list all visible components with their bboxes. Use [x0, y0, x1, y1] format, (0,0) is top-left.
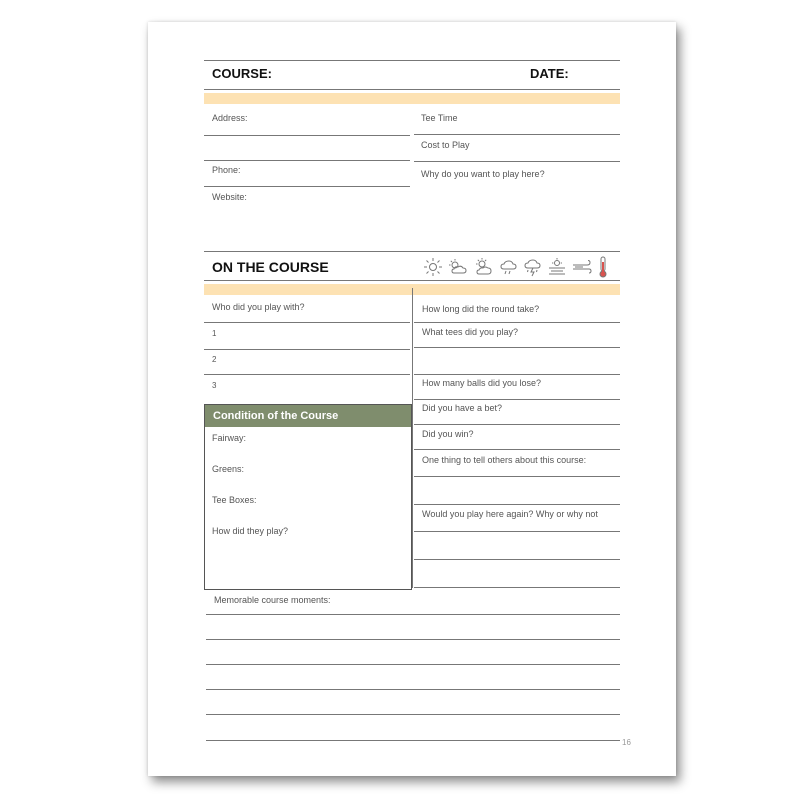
sun-cloud-icon[interactable] [473, 257, 495, 277]
win-line[interactable] [414, 449, 620, 450]
column-divider [412, 288, 413, 588]
wind-icon[interactable] [571, 257, 593, 277]
course-label: COURSE: [212, 66, 272, 81]
memorable-line-3[interactable] [206, 664, 620, 665]
course-section-title: ON THE COURSE [212, 259, 329, 275]
player-1-label: 1 [212, 329, 217, 338]
greens-label: Greens: [212, 464, 245, 474]
memorable-line-5[interactable] [206, 714, 620, 715]
storm-icon[interactable] [523, 257, 543, 277]
memorable-line-4[interactable] [206, 689, 620, 690]
tell-others-line-1[interactable] [414, 476, 620, 477]
tees-line-2[interactable] [414, 374, 620, 375]
play-again-line-1[interactable] [414, 531, 620, 532]
who-played-label: Who did you play with? [212, 302, 305, 312]
fog-icon[interactable] [547, 257, 567, 277]
player-2-line[interactable] [204, 374, 410, 375]
memorable-label: Memorable course moments: [214, 595, 331, 605]
partly-cloudy-icon[interactable] [447, 257, 469, 277]
player-2-label: 2 [212, 355, 217, 364]
journal-page [148, 22, 676, 776]
phone-label: Phone: [212, 165, 241, 175]
date-label: DATE: [530, 66, 569, 81]
weather-icons [423, 256, 609, 278]
course-section-top-rule [204, 251, 620, 252]
who-played-line[interactable] [204, 322, 410, 323]
thermometer-icon[interactable] [597, 256, 609, 278]
memorable-line-1[interactable] [206, 614, 620, 615]
balls-lost-line[interactable] [414, 399, 620, 400]
memorable-line-2[interactable] [206, 639, 620, 640]
header-band [204, 93, 620, 104]
rain-icon[interactable] [499, 257, 519, 277]
page-number: 16 [622, 738, 631, 747]
play-again-line-2[interactable] [414, 559, 620, 560]
cost-line[interactable] [414, 161, 620, 162]
tees-label: What tees did you play? [422, 327, 519, 337]
play-again-label: Would you play here again? Why or why not [422, 509, 598, 519]
tell-others-line-2[interactable] [414, 504, 620, 505]
address-line-1[interactable] [204, 135, 410, 136]
player-1-line[interactable] [204, 349, 410, 350]
tell-others-label: One thing to tell others about this course: [422, 455, 587, 465]
tee-time-label: Tee Time [421, 113, 458, 123]
header-top-rule [204, 60, 620, 61]
course-section-bottom-rule [204, 280, 620, 281]
player-3-label: 3 [212, 381, 217, 390]
bet-label: Did you have a bet? [422, 403, 503, 413]
tee-time-line[interactable] [414, 134, 620, 135]
memorable-line-6[interactable] [206, 740, 620, 741]
round-length-label: How long did the round take? [422, 304, 540, 314]
address-label: Address: [212, 113, 248, 123]
tees-line-1[interactable] [414, 347, 620, 348]
header-bottom-rule [204, 89, 620, 90]
win-label: Did you win? [422, 429, 474, 439]
why-play-label: Why do you want to play here? [421, 169, 545, 179]
tee-boxes-label: Tee Boxes: [212, 495, 257, 505]
how-play-label: How did they play? [212, 526, 289, 536]
condition-header: Condition of the Course [205, 405, 411, 427]
sun-icon[interactable] [423, 257, 443, 277]
cost-label: Cost to Play [421, 140, 470, 150]
website-label: Website: [212, 192, 247, 202]
phone-line[interactable] [204, 186, 410, 187]
fairway-label: Fairway: [212, 433, 247, 443]
round-length-line[interactable] [414, 322, 620, 323]
bet-line[interactable] [414, 424, 620, 425]
balls-lost-label: How many balls did you lose? [422, 378, 542, 388]
play-again-line-3[interactable] [414, 587, 620, 588]
address-line-2[interactable] [204, 160, 410, 161]
